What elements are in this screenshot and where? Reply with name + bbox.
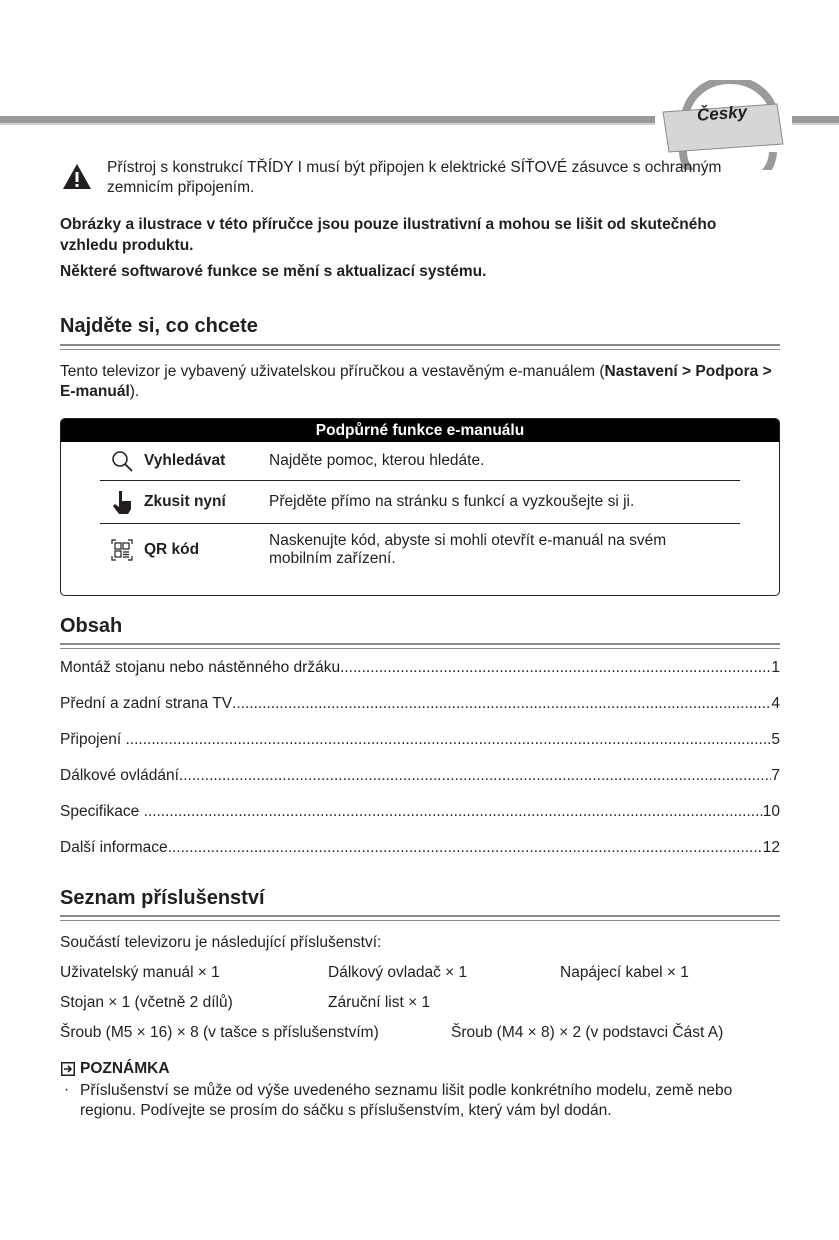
toc-label[interactable]: Přední a zadní strana TV	[60, 695, 233, 712]
toc-page: 5	[771, 731, 780, 748]
section-title-find: Najděte si, co chcete	[60, 315, 258, 337]
section-rule	[60, 344, 780, 350]
note-text: Příslušenství se může od výše uvedeného seznamu lišit podle konkrétního modelu, země nebo regionu. Podívejte se prosím do sáčku s příslušenstvím, který vám byl dodán.	[80, 1082, 733, 1119]
toc-label[interactable]: Specifikace	[60, 803, 144, 820]
toc-label[interactable]: Připojení	[60, 731, 126, 748]
accessory-item: Šroub (M4 × 8) × 2 (v podstavci Část A)	[451, 1024, 724, 1041]
paren: (	[599, 363, 605, 380]
row-divider	[100, 523, 740, 524]
section-title-accessories: Seznam příslušenství	[60, 887, 265, 909]
section-rule	[60, 643, 780, 649]
bullet: ·	[64, 1081, 70, 1098]
toc-leader	[168, 839, 763, 857]
accessory-item: Stojan × 1 (včetně 2 dílů)	[60, 994, 233, 1011]
toc-item[interactable]	[60, 767, 780, 785]
accessories-intro: Součástí televizoru je následující příslušenství:	[60, 934, 382, 951]
toc-page: 4	[771, 695, 780, 712]
feature-name: Zkusit nyní	[144, 493, 226, 510]
section-rule	[60, 915, 780, 921]
language-badge	[655, 80, 795, 170]
toc-item[interactable]	[60, 659, 780, 677]
qr-code-icon	[100, 539, 144, 561]
table-row	[100, 448, 710, 474]
toc-label[interactable]: Montáž stojanu nebo nástěnného držáku	[60, 659, 341, 676]
toc-item[interactable]	[60, 839, 780, 857]
table-row	[100, 530, 710, 570]
table-header: Podpůrné funkce e-manuálu	[61, 419, 779, 442]
paren: ).	[129, 383, 140, 400]
row-divider	[100, 480, 740, 481]
warning-triangle-icon	[62, 163, 92, 190]
toc-label[interactable]: Dálkové ovládání	[60, 767, 179, 784]
toc-page: 12	[762, 839, 780, 856]
toc-leader	[340, 659, 771, 677]
accessory-item: Šroub (M5 × 16) × 8 (v tašce s příslušenstvím)	[60, 1024, 379, 1041]
table-row	[100, 488, 710, 516]
note-illustrations: Obrázky a ilustrace v této příručce jsou pouze ilustrativní a mohou se lišit od skutečného vzhledu produktu.	[60, 216, 717, 254]
toc-leader	[125, 731, 771, 749]
toc-item[interactable]	[60, 731, 780, 749]
feature-desc: Najděte pomoc, kterou hledáte.	[269, 452, 485, 469]
note-arrow-icon	[61, 1062, 75, 1076]
header-bar-left	[0, 116, 655, 125]
feature-name: QR kód	[144, 541, 200, 558]
note-title: POZNÁMKA	[80, 1060, 170, 1077]
toc-page: 10	[762, 803, 780, 820]
section-title-toc: Obsah	[60, 615, 123, 637]
note-software: Některé softwarové funkce se mění s aktualizací systému.	[60, 263, 487, 280]
toc-page: 1	[771, 659, 780, 676]
language-label: Česky	[696, 102, 748, 125]
accessory-item: Napájecí kabel × 1	[560, 964, 689, 981]
hand-pointer-icon	[100, 489, 144, 515]
toc-item[interactable]	[60, 803, 780, 821]
toc-label[interactable]: Další informace	[60, 839, 168, 856]
accessory-item: Uživatelský manuál × 1	[60, 964, 220, 981]
toc-item[interactable]	[60, 695, 780, 713]
header-bar-right	[792, 116, 839, 125]
find-intro-text: Tento televizor je vybavený uživatelskou příručkou a vestavěným e-manuálem	[60, 363, 596, 380]
toc-leader	[144, 803, 763, 821]
toc-page: 7	[771, 767, 780, 784]
find-intro	[60, 362, 780, 402]
feature-desc: Naskenujte kód, abyste si mohli otevřít e-manuál na svém mobilním zařízení.	[269, 532, 667, 567]
feature-desc: Přejděte přímo na stránku s funkcí a vyzkoušejte si ji.	[269, 493, 635, 510]
accessory-item: Záruční list × 1	[328, 994, 431, 1011]
toc-leader	[179, 767, 771, 785]
feature-name: Vyhledávat	[144, 452, 226, 469]
menu-path: Nastavení > Podpora > E-manuál	[60, 363, 772, 400]
search-icon	[100, 450, 144, 472]
toc-leader	[232, 695, 771, 713]
accessory-item: Dálkový ovladač × 1	[328, 964, 468, 981]
warning-text: Přístroj s konstrukcí TŘÍDY I musí být připojen k elektrické SÍŤOVÉ zásuvce s ochranným zemnicím připojením.	[107, 159, 722, 196]
